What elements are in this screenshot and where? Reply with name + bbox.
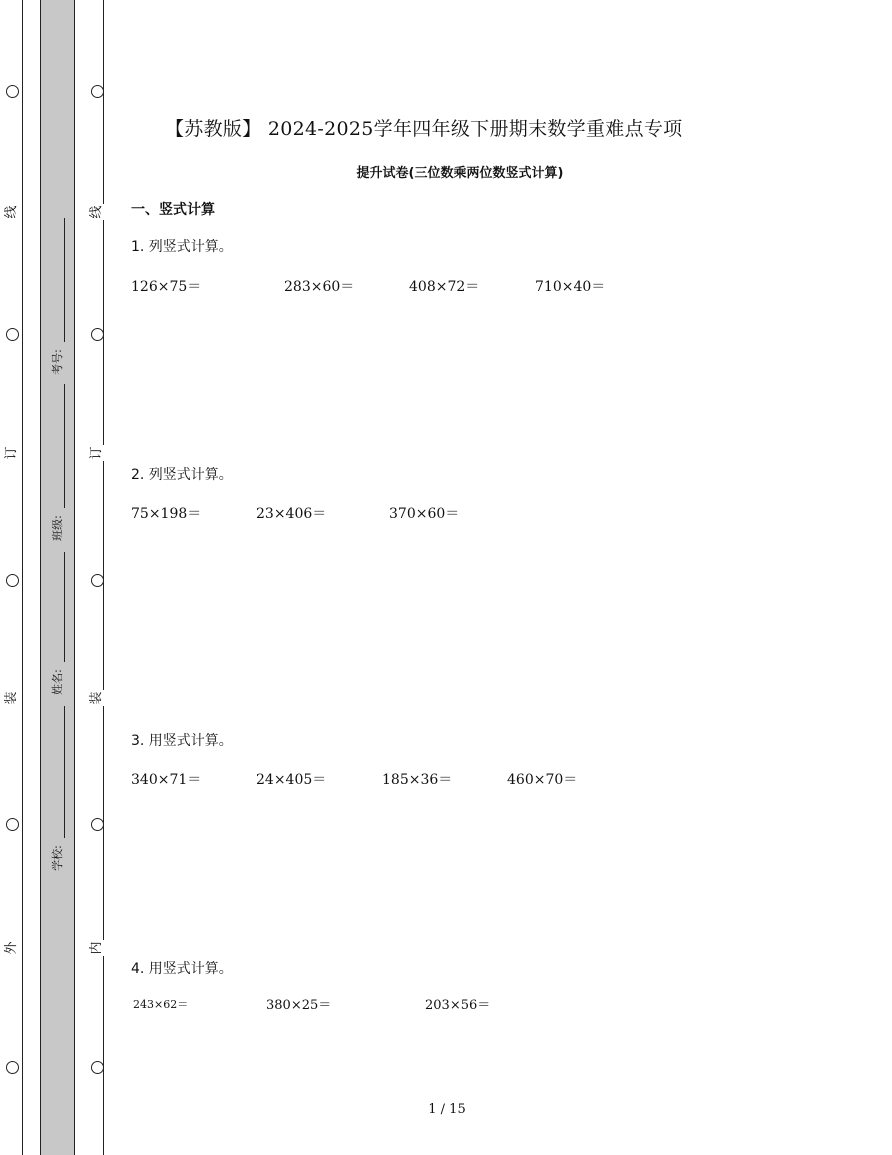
class-line[interactable] — [64, 384, 65, 508]
expression: 203×56＝ — [425, 998, 491, 1013]
class-label: 班级: — [51, 515, 64, 541]
punch-hole — [91, 328, 104, 341]
exam-number-label: 考号: — [51, 349, 64, 375]
question-2-title: 2. 列竖式计算。 — [131, 467, 233, 483]
school-line[interactable] — [64, 706, 65, 838]
school-label: 学校: — [51, 845, 64, 871]
expression: 23×406＝ — [256, 506, 327, 522]
margin-char-wai: 外 — [4, 941, 19, 955]
name-label: 姓名: — [51, 669, 64, 695]
expression: 408×72＝ — [409, 279, 480, 295]
page-subtitle: 提升试卷(三位数乘两位数竖式计算) — [356, 166, 564, 181]
question-1-title: 1. 列竖式计算。 — [131, 239, 233, 255]
name-line[interactable] — [64, 552, 65, 662]
expression: 380×25＝ — [266, 998, 332, 1013]
expression: 243×62＝ — [133, 998, 189, 1011]
expression: 24×405＝ — [256, 772, 327, 788]
punch-hole — [91, 574, 104, 587]
expression: 370×60＝ — [389, 506, 460, 522]
margin-char-zhuang: 装 — [4, 691, 19, 705]
margin-char-zhuang: 装 — [89, 691, 104, 705]
expression: 126×75＝ — [131, 279, 202, 295]
page-title: 【苏教版】 2024-2025学年四年级下册期末数学重难点专项 — [165, 118, 683, 140]
section-title: 一、竖式计算 — [131, 202, 215, 218]
punch-hole — [91, 818, 104, 831]
margin-char-nei: 内 — [89, 941, 104, 955]
school-field — [44, 838, 70, 878]
page-number: 1 / 15 — [428, 1102, 466, 1117]
class-field — [44, 508, 70, 548]
punch-hole — [91, 85, 104, 98]
margin-char-ding: 订 — [4, 446, 19, 460]
expression: 75×198＝ — [131, 506, 202, 522]
expression: 283×60＝ — [284, 279, 355, 295]
exam-number-line[interactable] — [64, 218, 65, 342]
punch-hole — [6, 85, 19, 98]
margin-char-ding: 订 — [89, 446, 104, 460]
name-field — [44, 662, 70, 702]
punch-hole — [6, 574, 19, 587]
expression: 340×71＝ — [131, 772, 202, 788]
exam-number-field — [44, 342, 70, 382]
question-3-title: 3. 用竖式计算。 — [131, 733, 233, 749]
punch-hole — [6, 818, 19, 831]
expression: 710×40＝ — [535, 279, 606, 295]
punch-hole — [6, 328, 19, 341]
margin-char-xian: 线 — [4, 205, 19, 219]
punch-hole — [91, 1061, 104, 1074]
expression: 185×36＝ — [382, 772, 453, 788]
margin-char-xian: 线 — [89, 205, 104, 219]
question-4-title: 4. 用竖式计算。 — [131, 961, 233, 977]
expression: 460×70＝ — [507, 772, 578, 788]
punch-hole — [6, 1061, 19, 1074]
